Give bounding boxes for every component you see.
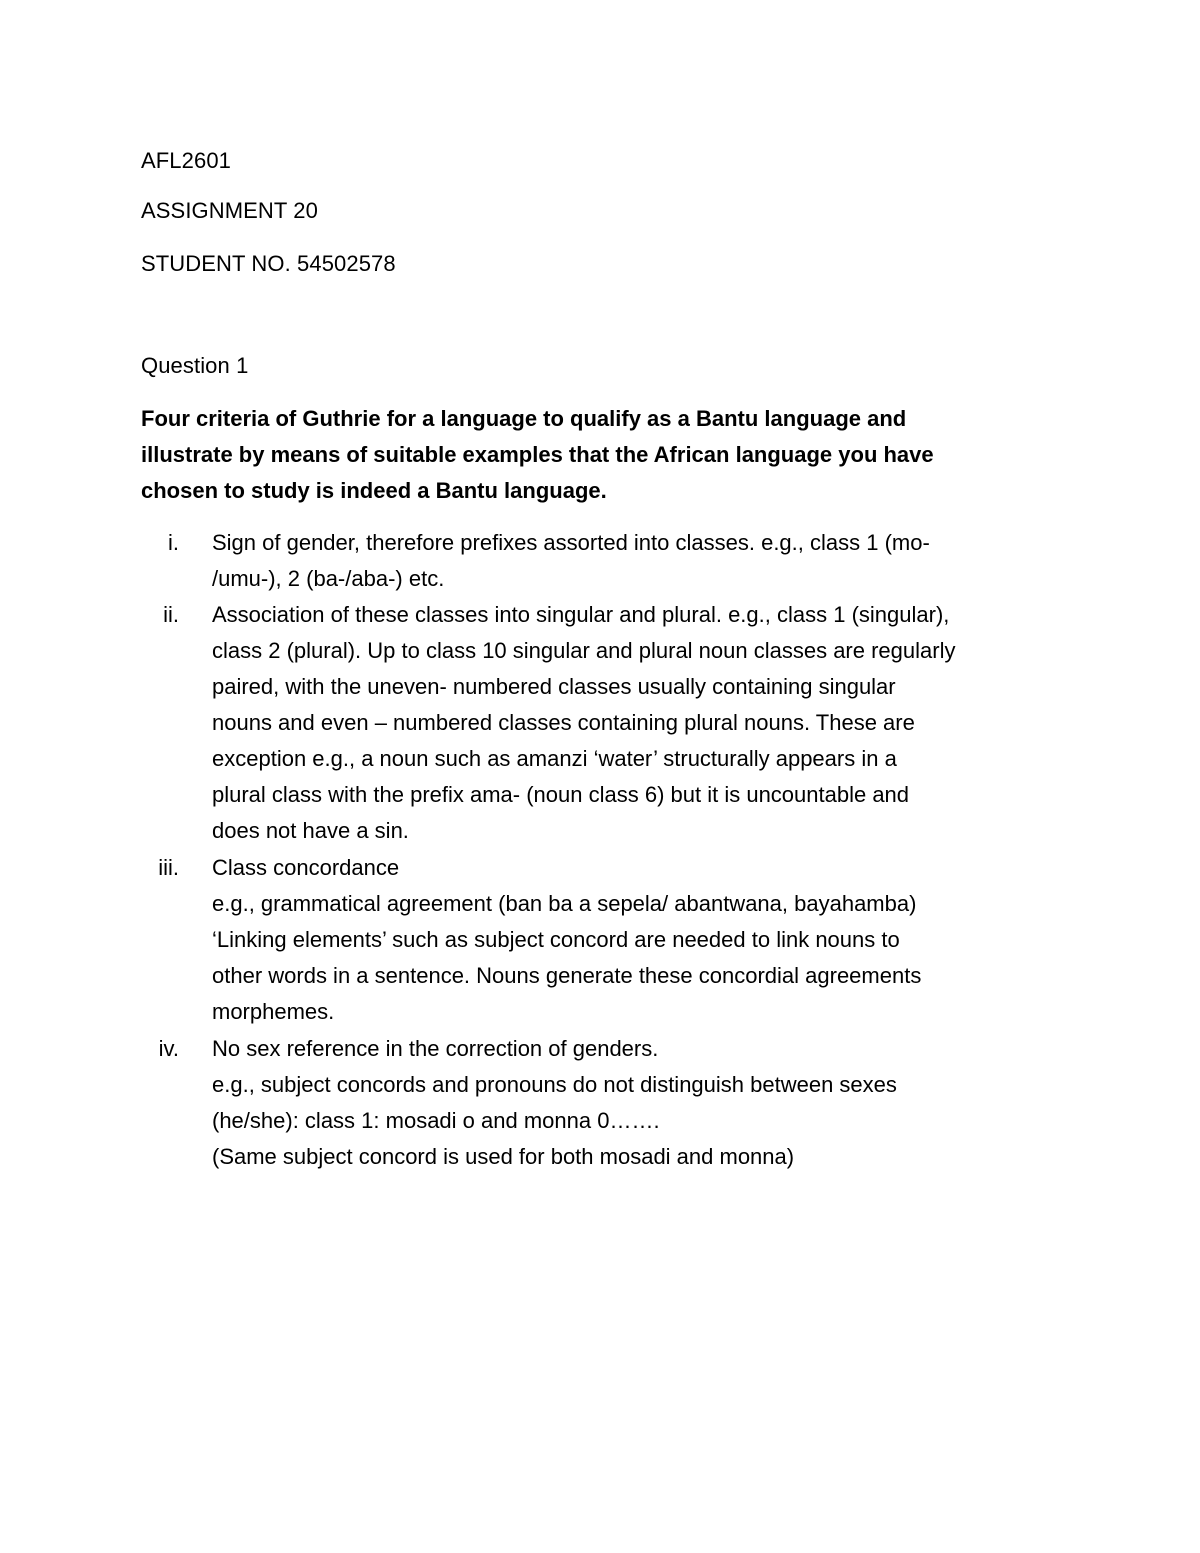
list-item-line: Association of these classes into singular and plural. e.g., class 1 (singular),	[212, 602, 950, 627]
list-item-line: paired, with the uneven- numbered classes usually containing singular	[212, 674, 896, 699]
list-item-line: class 2 (plural). Up to class 10 singular and plural noun classes are regularly	[212, 638, 956, 663]
student-number: STUDENT NO. 54502578	[141, 251, 396, 276]
list-item-line: other words in a sentence. Nouns generate these concordial agreements	[212, 963, 922, 988]
question-title-line: illustrate by means of suitable examples that the African language you have	[141, 442, 934, 467]
list-item-line: e.g., subject concords and pronouns do not distinguish between sexes	[212, 1072, 897, 1097]
list-item-line: nouns and even – numbered classes containing plural nouns. These are	[212, 710, 915, 735]
list-item-numeral: iii.	[158, 855, 179, 880]
list-item-line: Class concordance	[212, 855, 400, 880]
list-item-line: morphemes.	[212, 999, 335, 1024]
list-item-line: (he/she): class 1: mosadi o and monna 0…….	[212, 1108, 660, 1133]
list-item-body	[212, 597, 1062, 849]
list-item-line: Sign of gender, therefore prefixes assorted into classes. e.g., class 1 (mo-	[212, 530, 930, 555]
list-item-line: (Same subject concord is used for both mosadi and monna)	[212, 1144, 795, 1169]
list-item-line: ‘Linking elements’ such as subject concord are needed to link nouns to	[212, 927, 900, 952]
list-item-line: plural class with the prefix ama- (noun class 6) but it is uncountable and	[212, 782, 910, 807]
list-item-body	[212, 525, 1062, 597]
list-item-line: exception e.g., a noun such as amanzi ‘water’ structurally appears in a	[212, 746, 897, 771]
question-label: Question 1	[141, 353, 249, 378]
course-code: AFL2601	[141, 148, 231, 173]
question-title-line: Four criteria of Guthrie for a language to qualify as a Bantu language and	[141, 406, 907, 431]
list-item-numeral: iv.	[158, 1036, 179, 1061]
list-item-line: No sex reference in the correction of genders.	[212, 1036, 659, 1061]
list-item-numeral: ii.	[163, 602, 179, 627]
list-item-numeral: i.	[168, 530, 179, 555]
list-item-line: /umu-), 2 (ba-/aba-) etc.	[212, 566, 445, 591]
list-item-body	[212, 850, 1062, 1030]
list-item-body	[212, 1031, 1062, 1175]
question-title	[141, 401, 1021, 509]
list-item-line: does not have a sin.	[212, 818, 409, 843]
assignment-label: ASSIGNMENT 20	[141, 198, 318, 223]
question-title-line: chosen to study is indeed a Bantu language.	[141, 478, 607, 503]
list-item-line: e.g., grammatical agreement (ban ba a sepela/ abantwana, bayahamba)	[212, 891, 917, 916]
